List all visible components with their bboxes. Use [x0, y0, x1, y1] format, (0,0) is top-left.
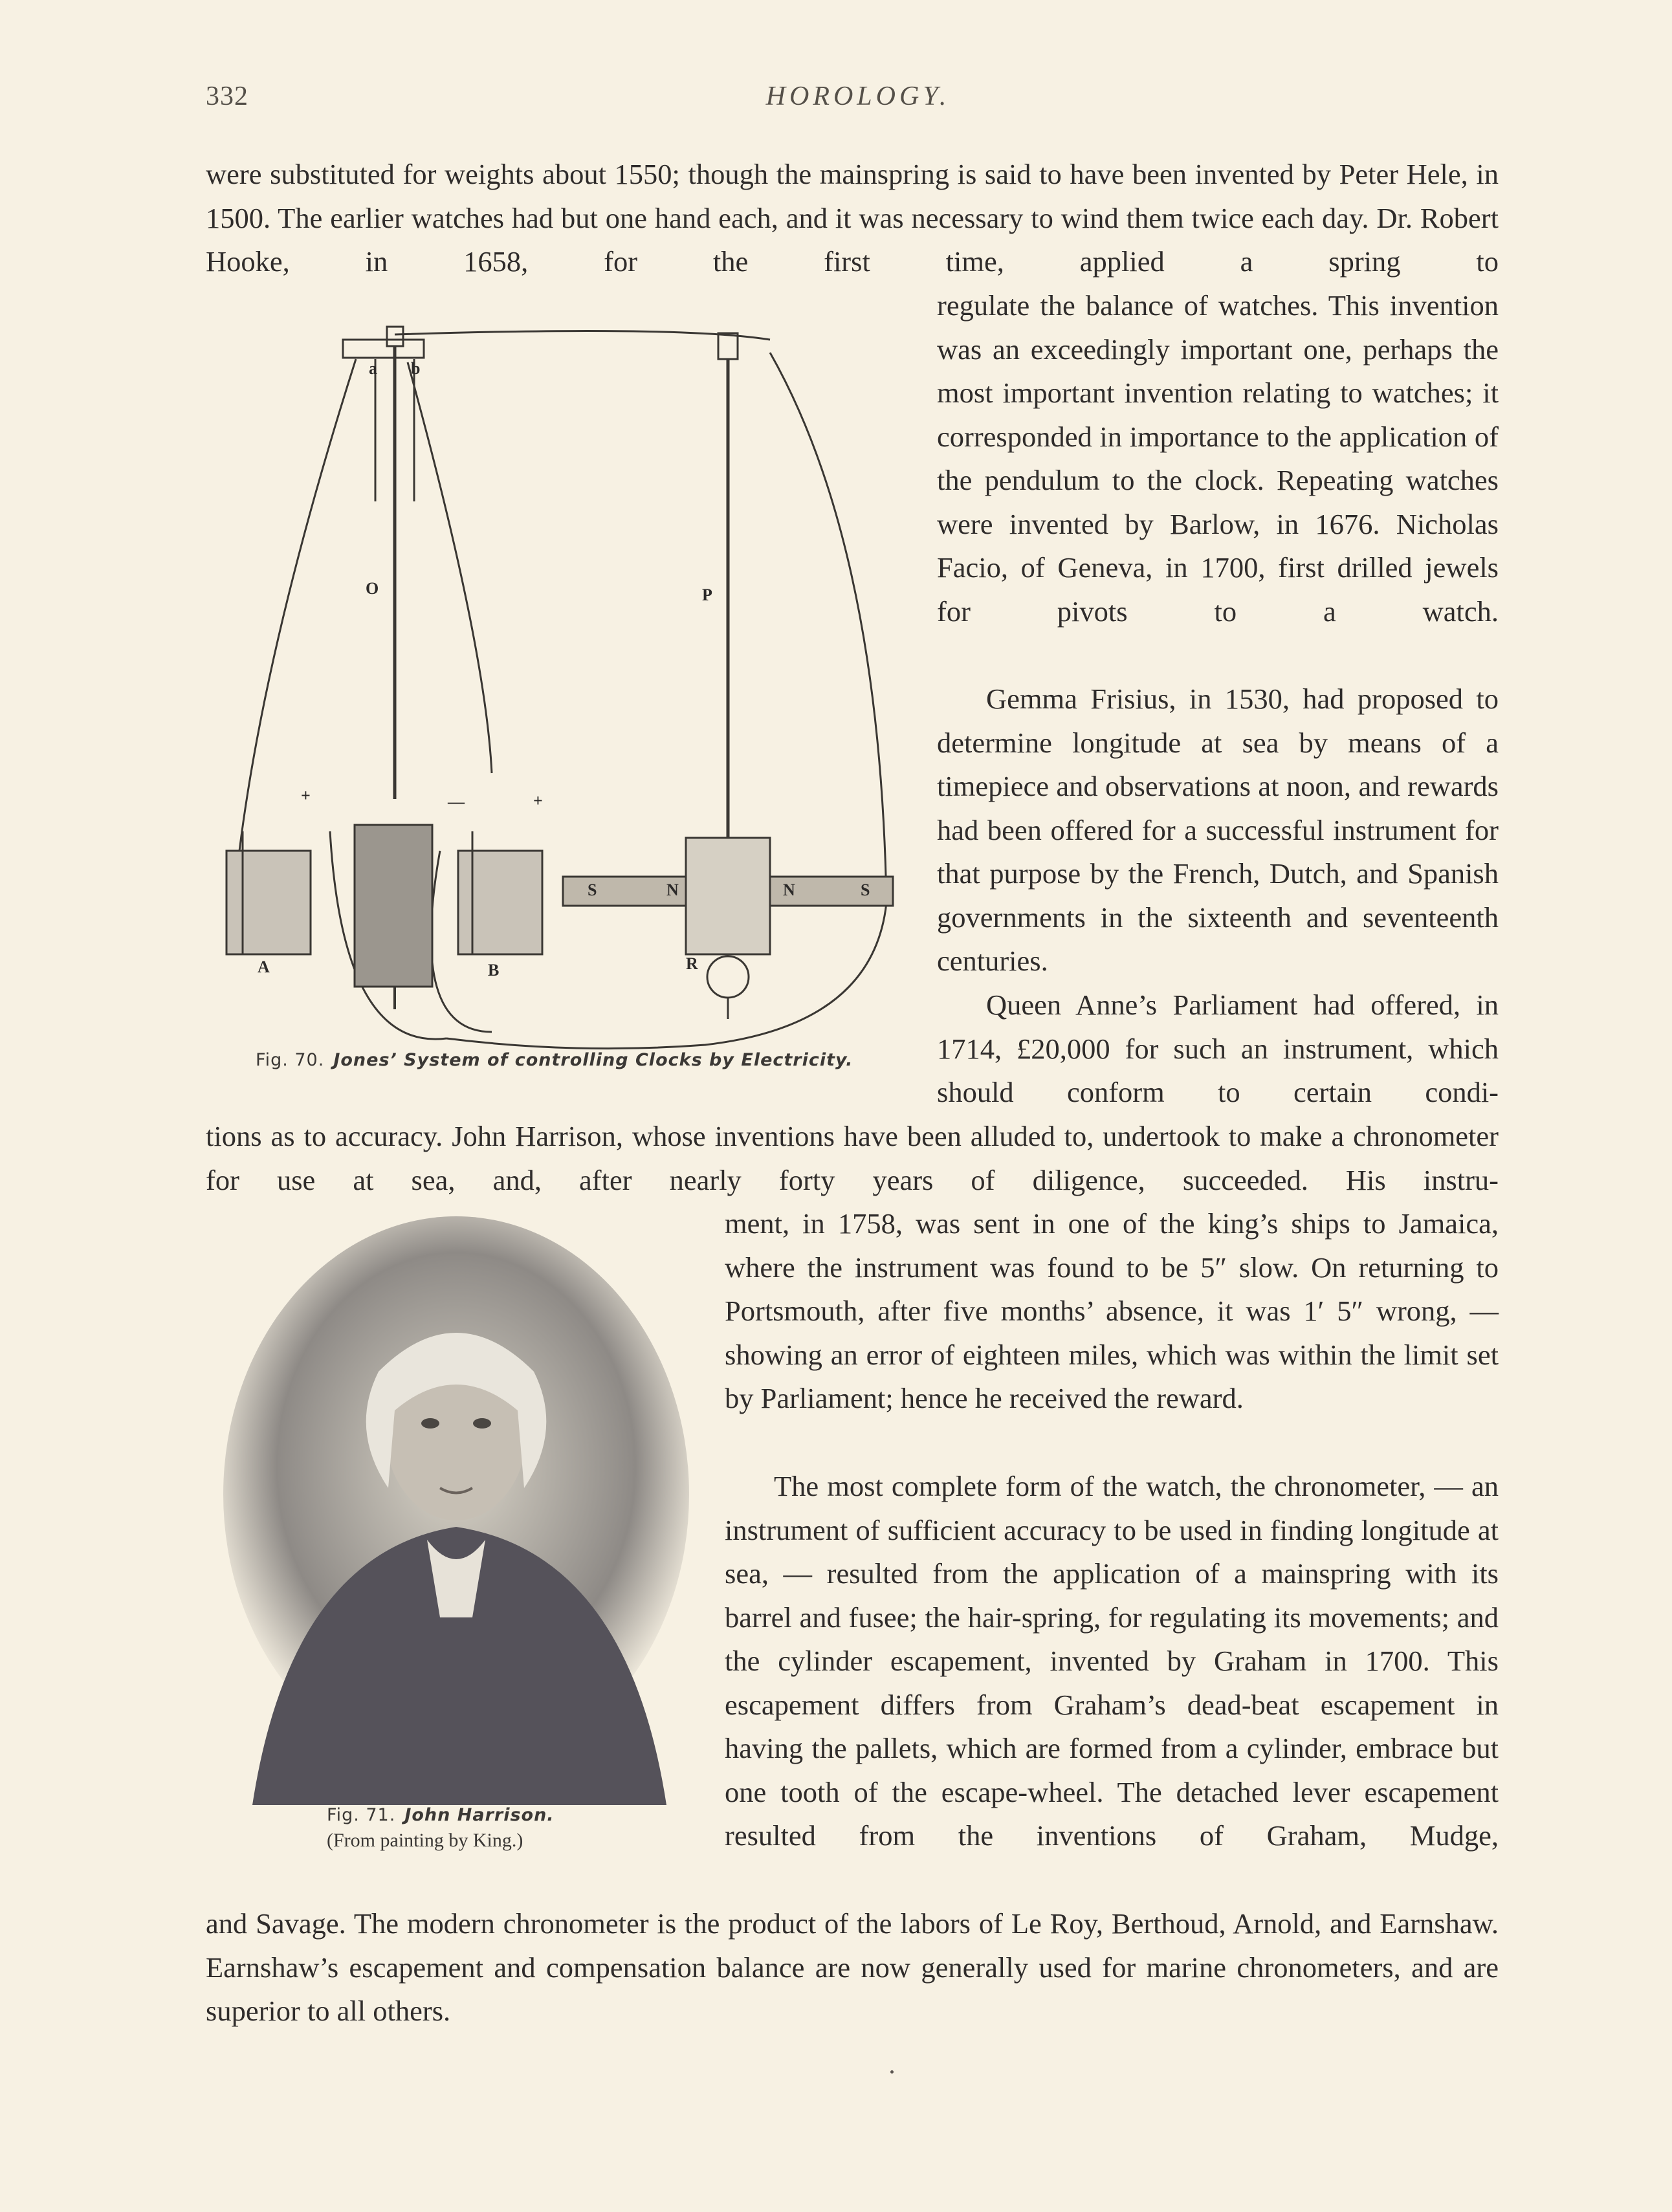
label-plus-1: +	[301, 786, 311, 805]
paragraph-mainspring: were substituted for weights about 1550; though the mainspring is said to have been invented by Peter Hele, in 1500. The earlier watches had but one hand each, and it was necessary to wind them twice each day. Dr. Robert Hooke, in 1658, for the first time, applied a spring to	[206, 158, 1499, 278]
left-wire	[239, 359, 356, 851]
figure-70-caption	[256, 1050, 853, 1070]
figure-71-title: John Harrison.	[404, 1805, 555, 1825]
battery-jar-b	[458, 851, 542, 954]
coil-cylinder	[355, 825, 432, 987]
label-jar-b: B	[488, 961, 500, 980]
ink-speck	[890, 2070, 894, 2074]
paragraph-chronometer: The most complete form of the watch, the chronometer, — an instrument of sufficient accuracy to be used in finding longitude at sea, — resulted from the application of a mainspring with its barrel and fusee; the hair-spring, for regulating its movements; and the cylinder escapement, invented by Graham in 1700. This escapement differs from Graham’s dead-beat escapement in having the pallets, which are formed from a cylinder, embrace but one tooth of the escape-wheel. The detached lever escapement resulted from the inventions of Graham, Mudge,	[725, 1470, 1499, 1852]
label-s-right: S	[861, 881, 870, 899]
battery-jar-a	[226, 851, 311, 954]
paragraph-harrison-continued: ment, in 1758, was sent in one of the king’s ships to Jamaica, where the instrument was found to be 5″ slow. On returning to Portsmouth, after five months’ absence, it was 1′ 5″ wrong, — showing an error of eighteen miles, which was within the limit set by Parliament; hence he received the reward.	[725, 1207, 1499, 1414]
paragraph-queen-anne: Queen Anne’s Parliament had offered, in 1714, £20,000 for such an instrument, which should conform to certain condi-	[937, 989, 1499, 1108]
label-p: P	[702, 586, 712, 604]
middle-wire	[408, 362, 492, 773]
jones-clock-diagram	[214, 320, 912, 1077]
figure-70-label: Fig. 70.	[256, 1050, 325, 1070]
pivot-bracket-left	[343, 340, 424, 358]
figure-70-title: Jones’ System of controlling Clocks by Electricity.	[333, 1050, 853, 1070]
label-a: a	[369, 359, 377, 378]
john-harrison-portrait	[214, 1216, 699, 1805]
figure-71-label: Fig. 71.	[327, 1805, 396, 1825]
pendulum-bob-r	[707, 956, 749, 998]
label-o: O	[366, 579, 379, 598]
top-wire	[395, 331, 770, 340]
figure-71	[214, 1216, 699, 1863]
label-minus: —	[448, 793, 465, 811]
paragraph-hooke-continued: regulate the balance of watches. This invention was an exceedingly important one, perhaps the most important invention relating to watches; it corresponded in importance to the application of the pendulum to the clock. Repeating watches were invented by Barlow, in 1676. Nicholas Facio, of Geneva, in 1700, first drilled jewels for pivots to a watch.	[937, 289, 1499, 628]
figure-70	[214, 320, 912, 1077]
paragraph-harrison: tions as to accuracy. John Harrison, whose inventions have been alluded to, undertook to make a chronometer for use at sea, and, after nearly forty years of diligence, succeeded. His instru-	[206, 1120, 1499, 1196]
label-b-small: b	[411, 359, 421, 378]
page-number: 332	[206, 82, 248, 111]
running-head	[206, 81, 1510, 120]
label-jar-a: A	[258, 958, 270, 976]
label-n-right: N	[783, 881, 795, 899]
label-s-left: S	[588, 881, 597, 899]
label-r: R	[686, 954, 698, 973]
figure-71-caption	[327, 1805, 555, 1825]
label-plus-2: +	[533, 791, 543, 810]
figure-71-credit: (From painting by King.)	[327, 1830, 523, 1851]
paragraph-gemma-frisius: Gemma Frisius, in 1530, had proposed to determine longitude at sea by means of a timepiece and observations at noon, and rewards had been offered for a successful instrument for that purpose by the French, Dutch, and Spanish governments in the sixteenth and seventeenth centuries.	[937, 683, 1499, 977]
running-title: HOROLOGY.	[765, 82, 951, 111]
label-n-left: N	[666, 881, 679, 899]
paragraph-earnshaw: and Savage. The modern chronometer is the product of the labors of Le Roy, Berthoud, Arnold, and Earnshaw. Earnshaw’s escapement and compensation balance are now generally used for marine chronometers, and are superior to all others.	[206, 1907, 1499, 2027]
pivot-p	[718, 333, 738, 359]
armature-coil	[686, 838, 770, 954]
